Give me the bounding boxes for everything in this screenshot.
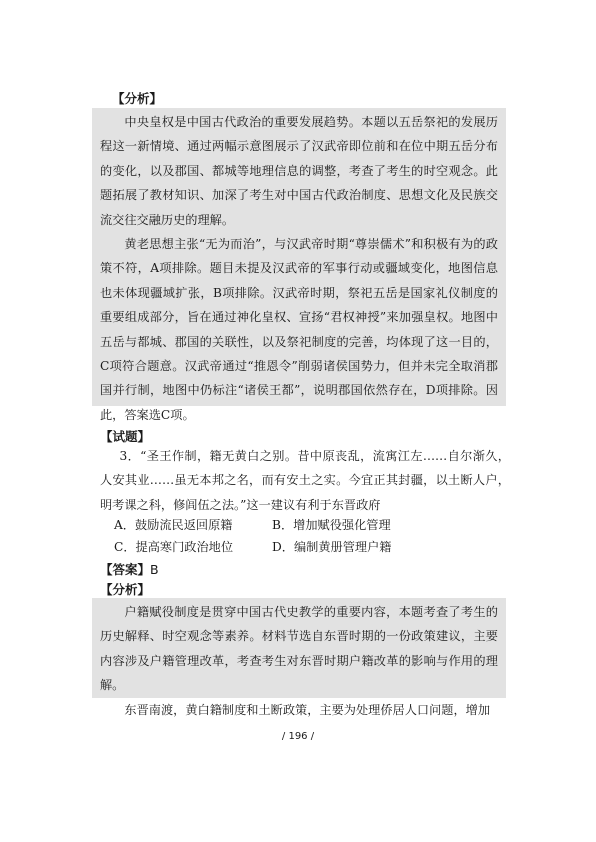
analysis-heading-2: 【分析】: [100, 582, 151, 597]
option-a: A．鼓励流民返回原籍: [114, 518, 233, 532]
analysis-block-1: [92, 108, 506, 422]
answer-value: B: [150, 562, 159, 577]
analysis-block-2: [92, 598, 506, 717]
page-number: / 196 /: [281, 731, 315, 742]
question-heading: 【试题】: [100, 429, 151, 444]
option-b: B．增加赋役强化管理: [272, 518, 391, 532]
option-d: D．编制黄册管理户籍: [272, 540, 392, 554]
question-stem: 3．“圣王作制，籍无黄白之别。昔中原丧乱，流寓江左……自尔渐久，人安其业……虽无本邦之名，而有安土之实。今宜正其封疆，以土断人户，明考课之科，修闾伍之法。”这一建议有利于东晋政府: [100, 449, 510, 512]
answer-label: 【答案】: [100, 562, 151, 577]
analysis-paragraph-4: 东晋南渡，黄白籍制度和土断政策，主要为处理侨居人口问题，增加: [124, 702, 491, 717]
analysis-paragraph-2: 黄老思想主张“无为而治”，与汉武帝时期“尊崇儒术”和积极有为的政策不符，A项排除。题目未提及汉武帝的军事行动或疆域变化，地图信息也未体现疆域扩张，B项排除。汉武帝时期，祭祀五岳是国家礼仪制度的重要组成部分，旨在通过神化皇权、宣扬“君权神授”来加强皇权。地图中五岳与都城、郡国的关联性，以及祭祀制度的完善，均体现了这一目的，C项符合题意。汉武帝通过“推恩令”削弱诸侯国势力，但并未完全取消郡国并行制，地图中仍标注“诸侯王都”，说明郡国依然存在，D项排除。因此，答案选C项。: [100, 237, 498, 422]
analysis-heading-1: 【分析】: [112, 91, 163, 106]
answer-line: [100, 562, 159, 578]
analysis-paragraph-3: 户籍赋役制度是贯穿中国古代史教学的重要内容，本题考查了考生的历史解释、时空观念等素养。材料节选自东晋时期的一份政策建议，主要内容涉及户籍管理改革，考查考生对东晋时期户籍改革的影响与作用的理解。: [100, 605, 498, 693]
analysis-paragraph-1: 中央皇权是中国古代政治的重要发展趋势。本题以五岳祭祀的发展历程这一新情境、通过两幅示意图展示了汉武帝即位前和在位中期五岳分布的变化，以及郡国、都城等地理信息的调整，考查了考生的时空观念。此题拓展了教材知识、加深了考生对中国古代政治制度、思想文化及民族交流交往交融历史的理解。: [100, 115, 498, 227]
question-options: [114, 514, 430, 558]
option-c: C．提高寒门政治地位: [114, 540, 234, 554]
